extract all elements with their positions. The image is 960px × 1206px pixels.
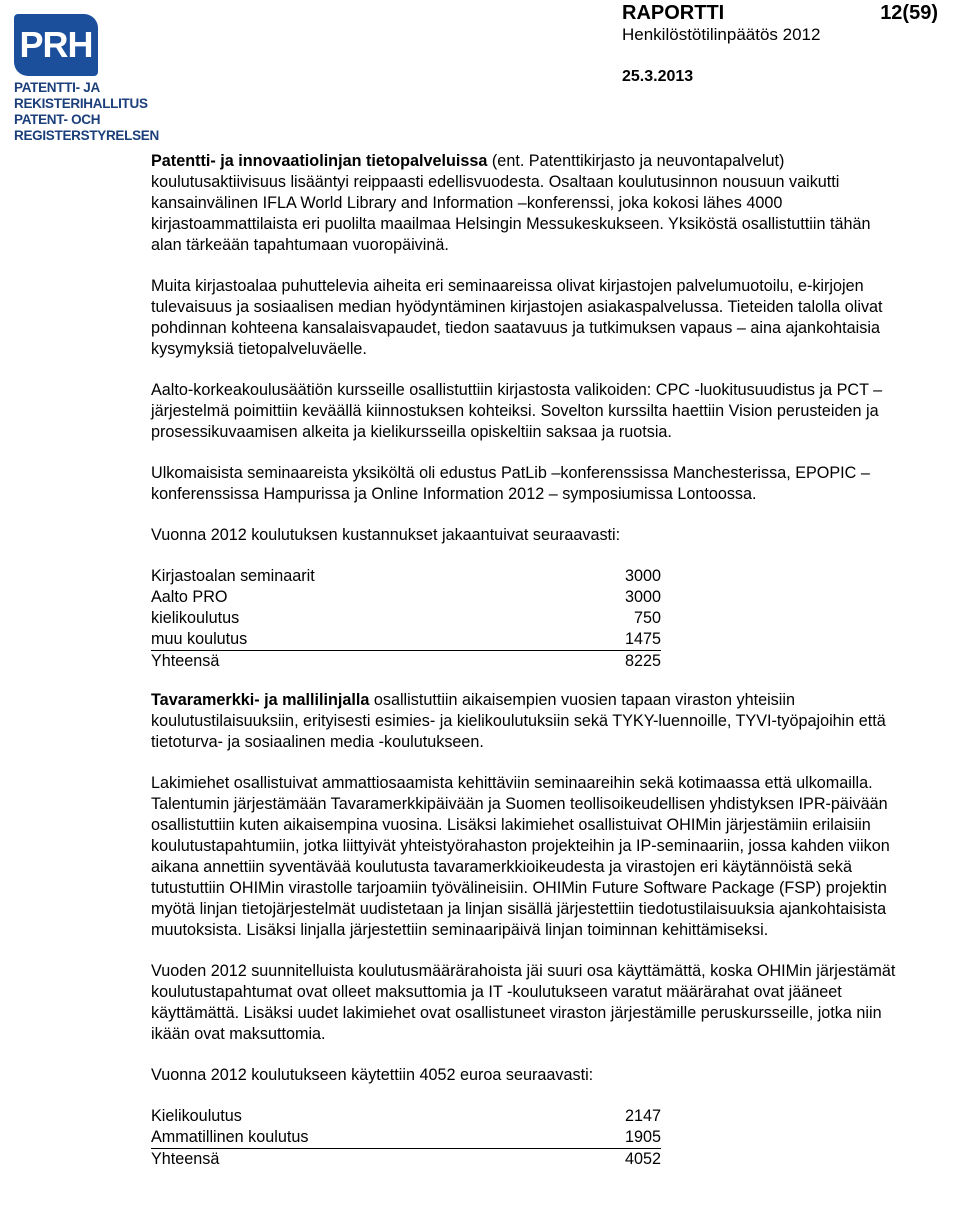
paragraph-trademark-line xyxy=(151,690,896,753)
report-date: 25.3.2013 xyxy=(622,68,694,85)
paragraph-patent-library xyxy=(151,151,896,256)
paragraph-lawyers: Lakimiehet osallistuivat ammattiosaamista kehittäviin seminaareihin sekä kotimaassa että ulkomailla. Talentumin järjestämään Tavaramerkkipäivään ja Suomen teollisoikeudellisen yhdistyksen IPR-päivään osallistuttiin kuten aikaisempina vuosina. Lisäksi lakimiehet osallistuivat OHIMin järjestämiin erilaisiin koulutustapahtumiin, jotka liittyivät yhteistyörahaston projekteihin ja IP-seminaariin, jossa kahden viikon aikana annettiin syventävää koulutusta tavaramerkkioikeudesta ja virastojen eri käytännöistä sekä tutustuttiin OHIMin virastolle tarjoamiin työvälineisiin. OHIMin Future Software Package (FSP) projektin myötä linjan tietojärjestelmät uudistetaan ja linjan sisällä järjestettiin tiedotustilaisuuksia ajankohtaisista muutoksista. Lisäksi linjalla järjestettiin seminaaripäivä linjan toiminnan kehittämiseksi. xyxy=(151,774,890,939)
paragraph-seminars: Muita kirjastoalaa puhuttelevia aiheita eri seminaareissa olivat kirjastojen palvelumuotoilu, e-kirjojen tulevaisuus ja sosiaalisen median hyödyntäminen kirjastojen asiakaspalvelussa. Tieteiden talolla olivat pohdinnan kohteena kansalaisvapaudet, tiedon saatavuus ja tutkimuksen vapaus – aina ajankohtaisia kysymyksiä tietopalveluväelle. xyxy=(151,277,883,358)
table-row: Kirjastoalan seminaarit 3000 xyxy=(151,567,661,585)
table-total-row: Yhteensä 4052 xyxy=(151,1150,661,1168)
document-body xyxy=(151,151,896,1188)
report-title: RAPORTTI xyxy=(622,2,725,24)
paragraph-budget: Vuoden 2012 suunnitelluista koulutusmäärärahoista jäi suuri osa käyttämättä, koska OHIMin järjestämät koulutustapahtumat ovat olleet maksuttomia ja IT -koulutukseen varatut määrärahat ovat jääneet käyttämättä. Lisäksi uudet lakimiehet ovat osallistuneet viraston järjestämille peruskursseille, jotka niin ikään ovat maksuttomia. xyxy=(151,962,896,1043)
spending-table xyxy=(151,1106,661,1170)
table-row: Ammatillinen koulutus 1905 xyxy=(151,1127,661,1149)
logo-name-sv: PATENT- OCH REGISTERSTYRELSEN xyxy=(14,112,159,143)
table-row: Kielikoulutus 2147 xyxy=(151,1107,661,1125)
paragraph-lead-bold: Patentti- ja innovaatiolinjan tietopalveluissa xyxy=(151,152,488,170)
table-row: kielikoulutus 750 xyxy=(151,609,661,627)
page-number: 12(59) xyxy=(880,2,938,24)
paragraph-aalto: Aalto-korkeakoulusäätiön kursseille osallistuttiin kirjastosta valikoiden: CPC -luokitusuudistus ja PCT – järjestelmä poimittiin keväällä kiinnostuksen kohteiksi. Sovelton kurssilta haettiin Vision perusteiden ja prosessikuvaamisen alkeita ja kielikursseilla opiskeltiin saksaa ja ruotsia. xyxy=(151,381,883,441)
paragraph-foreign-seminars: Ulkomaisista seminaareista yksiköltä oli edustus PatLib –konferenssissa Manchesterissa, EPOPIC –konferenssissa Hampurissa ja Online Information 2012 – symposiumissa Lontoossa. xyxy=(151,464,870,503)
paragraph-lead-bold: Tavaramerkki- ja mallilinjalla xyxy=(151,691,370,709)
table-total-row: Yhteensä 8225 xyxy=(151,652,661,670)
costs-table xyxy=(151,566,661,672)
table-row: Aalto PRO 3000 xyxy=(151,588,661,606)
paragraph-costs-intro: Vuonna 2012 koulutuksen kustannukset jakaantuivat seuraavasti: xyxy=(151,526,621,544)
prh-logo-mark: PRH xyxy=(14,14,98,76)
table-row: muu koulutus 1475 xyxy=(151,629,661,651)
prh-logo xyxy=(14,14,214,143)
logo-name-fi: PATENTTI- JA REKISTERIHALLITUS xyxy=(14,80,148,111)
paragraph-spending-intro: Vuonna 2012 koulutukseen käytettiin 4052 euroa seuraavasti: xyxy=(151,1066,594,1084)
paragraph-text: osallistuttiin aikaisempien vuosien tapaan viraston yhteisiin koulutustilaisuuksiin, erityisesti esimies- ja kielikoulutuksiin sekä TYKY-luennoille, TYVI-työpajoihin että tietoturva- ja sosiaalinen media -koulutukseen. xyxy=(151,691,886,751)
report-subtitle: Henkilöstötilinpäätös 2012 xyxy=(622,25,821,44)
paragraph-text: (ent. Patenttikirjasto ja neuvontapalvelut) koulutusaktiivisuus lisääntyi reippaasti edellisvuodesta. Osaltaan koulutusinnon nousuun vaikutti kansainvälinen IFLA World Library and Information –konferenssi, joka kokosi lähes 4000 kirjastoammattilaista eri puolilta maailmaa Helsingin Messukeskukseen. Yksiköstä osallistuttiin tähän alan tärkeään tapahtumaan vuoropäivinä. xyxy=(151,152,871,254)
